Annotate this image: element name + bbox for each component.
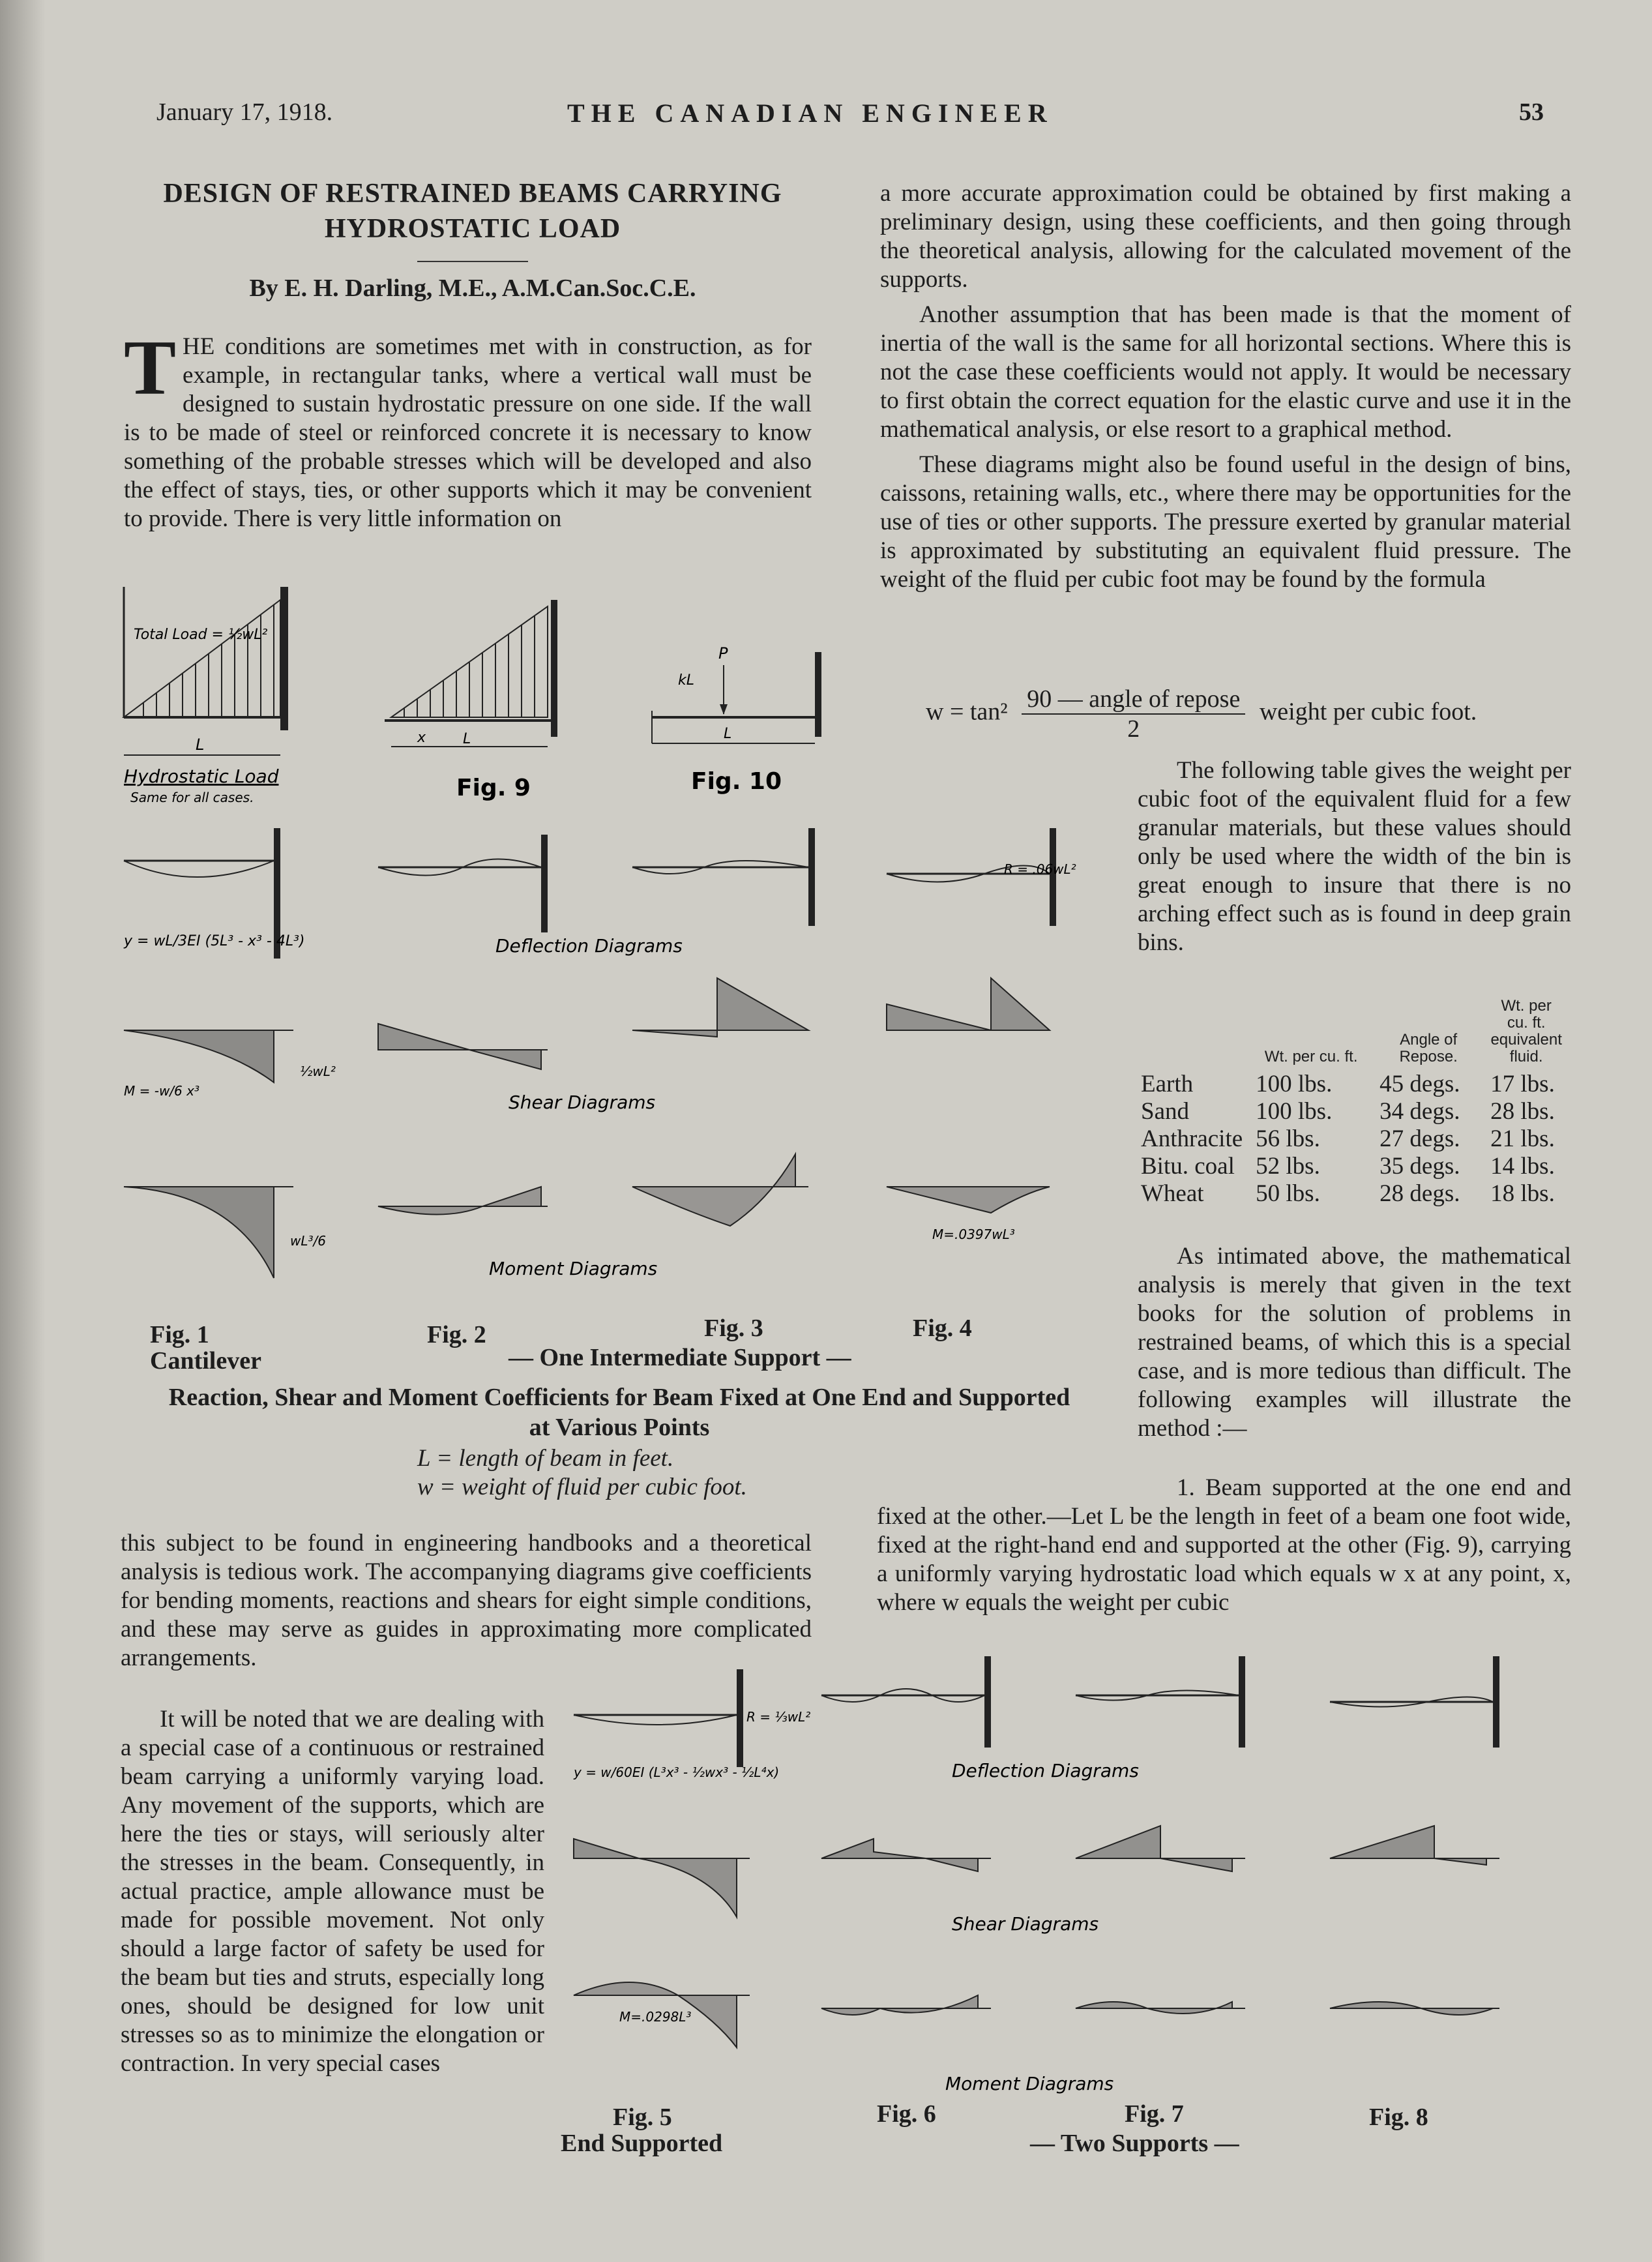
- header-page-number: 53: [1519, 98, 1544, 126]
- header-date: January 17, 1918.: [156, 98, 333, 126]
- svg-text:L: L: [196, 736, 205, 754]
- table-cell: Bitu. coal: [1141, 1153, 1235, 1180]
- title-rule: [417, 261, 528, 262]
- fig-10-label: Fig. 10: [691, 768, 782, 795]
- table-cell: 45 degs.: [1379, 1071, 1460, 1097]
- table-cell: 28 lbs.: [1490, 1098, 1555, 1125]
- table-cell: Wheat: [1141, 1180, 1204, 1207]
- definitions: [417, 1444, 874, 1502]
- granular-materials-table: [1134, 998, 1569, 1208]
- svg-text:L: L: [724, 726, 732, 742]
- fig-1-subcaption: Cantilever: [150, 1347, 261, 1375]
- table-cell: Sand: [1141, 1098, 1189, 1125]
- table-cell: 35 degs.: [1379, 1153, 1460, 1180]
- table-cell: 100 lbs.: [1256, 1071, 1333, 1097]
- title-line-2: HYDROSTATIC LOAD: [324, 214, 621, 244]
- method-paragraphs: [1138, 1242, 1571, 1450]
- table-cell: 28 degs.: [1379, 1180, 1460, 1207]
- deflection-diagrams: [123, 828, 1076, 959]
- right-paragraph-2: Another assumption that has been made is that the moment of inertia of the wall is the same for all horizontal sections. Where this is not the case these coefficients would not apply. It would be necessary to first obtain the correct equation for the elastic curve and use it in the mathematical analysis, or else resort to a graphical method.: [880, 301, 1571, 443]
- fig-1-moment-eq: M = -w/6 x³: [124, 1083, 199, 1099]
- total-load-label: Total Load = ½wL²: [134, 627, 268, 643]
- lower-moment-label: Moment Diagrams: [945, 2073, 1114, 2094]
- table-header: Wt. per cu. ft.: [1264, 1048, 1358, 1065]
- table-cell: 56 lbs.: [1256, 1125, 1320, 1152]
- definition-L: L = length of beam in feet.: [417, 1445, 674, 1472]
- shear-diagrams: [124, 978, 1050, 1113]
- table-cell: 50 lbs.: [1256, 1180, 1320, 1207]
- table-cell: 21 lbs.: [1490, 1125, 1555, 1152]
- right-paragraph-4: The following table gives the weight per cubic foot of the equivalent fluid for a few granular materials, but these values should only be used where the width of the bin is great enough to insure that there is no arching effect such as is found in deep grain bins.: [1138, 757, 1571, 956]
- drop-cap: T: [124, 324, 177, 411]
- intro-text: HE conditions are sometimes met with in construction, as for example, in rectangular tanks, where a vertical wall must be designed to sustain hydrostatic pressure on one side. If the wall is to be made of steel or reinforced concrete it is necessary to know something of the probable stresses which will be developed and also the effect of stays, ties, or other supports which it may be convenient to provide. There is very little information on: [124, 333, 812, 532]
- table-intro: [1138, 756, 1571, 964]
- fig-10-diagram: [652, 644, 821, 795]
- moment-diagrams-label: Moment Diagrams: [489, 1258, 658, 1279]
- fig-7-caption: Fig. 7: [1125, 2100, 1184, 2128]
- svg-text:P: P: [718, 644, 728, 662]
- fig-9-diagram: [385, 600, 557, 801]
- fig-1-moment-value: wL³/6: [290, 1233, 326, 1249]
- table-header: [1134, 998, 1249, 1071]
- page-gutter-shadow: [0, 0, 46, 2262]
- fig-7-diagrams: [1076, 1656, 1245, 2014]
- shear-diagrams-label: Shear Diagrams: [509, 1092, 656, 1113]
- formula-numerator: 90 — angle of repose: [1022, 685, 1245, 715]
- table-row: [1134, 1125, 1569, 1153]
- table-cell: 18 lbs.: [1490, 1180, 1555, 1207]
- svg-text:kL: kL: [678, 672, 694, 689]
- hydrostatic-load-note: Same for all cases.: [130, 790, 254, 805]
- title-line-1: DESIGN OF RESTRAINED BEAMS CARRYING: [163, 179, 782, 209]
- fig-5-reaction: R = ⅓wL²: [746, 1709, 811, 1725]
- lower-shear-label: Shear Diagrams: [952, 1913, 1099, 1935]
- table-header: Wt. per cu. ft. equivalent fluid.: [1490, 997, 1562, 1065]
- fig-8-caption: Fig. 8: [1369, 2104, 1428, 2131]
- svg-text:L: L: [463, 731, 471, 747]
- table-cell: Earth: [1141, 1071, 1194, 1097]
- formula-rhs: weight per cubic foot.: [1259, 698, 1477, 726]
- hydrostatic-load-label: Hydrostatic Load: [124, 766, 279, 787]
- table-cell: 27 degs.: [1379, 1125, 1460, 1152]
- table-row: [1134, 1153, 1569, 1180]
- fig-1-shear-value: ½wL²: [300, 1064, 336, 1079]
- right-paragraph-6: 1. Beam supported at the one end and fixed at the other.—Let L be the length in feet of a beam one foot wide, fixed at the right-hand end and supported at the other (Fig. 9), carrying a uniformly varying hydrostatic load which equals w x at any point, x, where w equals the weight per cubic: [877, 1474, 1571, 1616]
- example-paragraph: [877, 1474, 1571, 1624]
- table-header: Angle of Repose.: [1399, 1031, 1458, 1065]
- fig-4-caption: Fig. 4: [913, 1315, 972, 1342]
- right-paragraph-1: a more accurate approximation could be obtained by first making a preliminary design, using these coefficients, and then going through the theoretical analysis, allowing for the calculated movement of the supports.: [880, 180, 1571, 293]
- left-paragraph-3: It will be noted that we are dealing with a special case of a continuous or restrained beam carrying a uniformly varying load. Any movement of the supports, which are here the ties or stays, will seriously alter the stresses in the beam. Consequently, in actual practice, ample allowance must be made for possible movement. Not only should a large factor of safety be used for the beam but ties and struts, especially long ones, should be designed for low unit stresses so as to minimize the elongation or contraction. In very special cases: [121, 1706, 544, 2077]
- two-supports-caption: — Two Supports —: [1030, 2130, 1239, 2157]
- fig-5-subcaption: End Supported: [561, 2130, 723, 2157]
- formula-denominator: 2: [1127, 715, 1140, 743]
- lower-figure-plate: [561, 1656, 1578, 2113]
- fig-5-caption: Fig. 5: [613, 2104, 672, 2131]
- table-row: [1134, 1098, 1569, 1125]
- table-cell: 100 lbs.: [1256, 1098, 1333, 1125]
- right-paragraph-5: As intimated above, the mathematical analysis is merely that given in the text books for the solution of problems in restrained beams, of which this is a special case, and is more tedious than difficult. The following examples will illustrate the method :—: [1138, 1243, 1571, 1442]
- fig-2-caption: Fig. 2: [427, 1321, 486, 1348]
- fig-5-diagrams: [573, 1669, 810, 2047]
- right-column-top: [880, 179, 1571, 601]
- table-cell: 17 lbs.: [1490, 1071, 1555, 1097]
- lower-deflection-label: Deflection Diagrams: [952, 1760, 1139, 1781]
- table-cell: 52 lbs.: [1256, 1153, 1320, 1180]
- definition-w: w = weight of fluid per cubic foot.: [417, 1474, 747, 1500]
- figure-caption-title: Reaction, Shear and Moment Coefficients for Beam Fixed at One End and Supported at Various Points: [168, 1384, 1070, 1441]
- byline: By E. H. Darling, M.E., A.M.Can.Soc.C.E.: [249, 275, 696, 302]
- moment-diagrams: [124, 1154, 1050, 1279]
- one-support-caption: — One Intermediate Support —: [509, 1344, 851, 1371]
- fig-6-caption: Fig. 6: [877, 2100, 936, 2128]
- fig-4-reaction: R = .06wL²: [1004, 861, 1076, 877]
- svg-text:x: x: [417, 730, 426, 746]
- fig-9-label: Fig. 9: [456, 775, 531, 801]
- fig-3-caption: Fig. 3: [704, 1315, 763, 1342]
- header-journal: THE CANADIAN ENGINEER: [567, 98, 1054, 128]
- fig-1-caption: Fig. 1: [150, 1321, 209, 1348]
- fig-6-diagrams: [821, 1656, 991, 2015]
- right-paragraph-3: These diagrams might also be found useful in the design of bins, caissons, retaining walls, etc., where there may be opportunities for the use of ties or other supports. The pressure exerted by granular material is approximated by substituting an equivalent fluid pressure. The weight of the fluid per cubic foot may be found by the formula: [880, 451, 1571, 593]
- fig-8-diagrams: [1330, 1656, 1499, 2015]
- upper-figure-plate: [117, 587, 1082, 1389]
- deflection-diagrams-label: Deflection Diagrams: [495, 935, 683, 957]
- hydrostatic-load-diagram: [124, 587, 288, 805]
- table-row: [1134, 1180, 1569, 1208]
- table-cell: Anthracite: [1141, 1125, 1243, 1152]
- fig-4-moment: M=.0397wL³: [932, 1227, 1015, 1242]
- fig-5-moment: M=.0298L³: [619, 2009, 692, 2025]
- table-cell: 34 degs.: [1379, 1098, 1460, 1125]
- article-title: [124, 176, 821, 246]
- table-row: [1134, 1071, 1569, 1098]
- left-bottom-paragraph-3: [121, 1705, 544, 2085]
- fig-1-deflection-eq: y = wL/3EI (5L³ - x³ - 4L³): [124, 933, 305, 949]
- table-header-row: [1134, 998, 1569, 1071]
- formula-lhs: w = tan²: [926, 698, 1008, 726]
- table-cell: 14 lbs.: [1490, 1153, 1555, 1180]
- intro-paragraph: [124, 324, 812, 533]
- fig-5-deflection-eq: y = w/60EI (L³x³ - ½wx³ - ½L⁴x): [574, 1764, 780, 1780]
- left-paragraph-2: this subject to be found in engineering handbooks and a theoretical analysis is tedious work. The accompanying diagrams give coefficients for bending moments, reactions and shears for eight simple conditions, and these may serve as guides in approximating more complicated arrangements.: [121, 1530, 812, 1671]
